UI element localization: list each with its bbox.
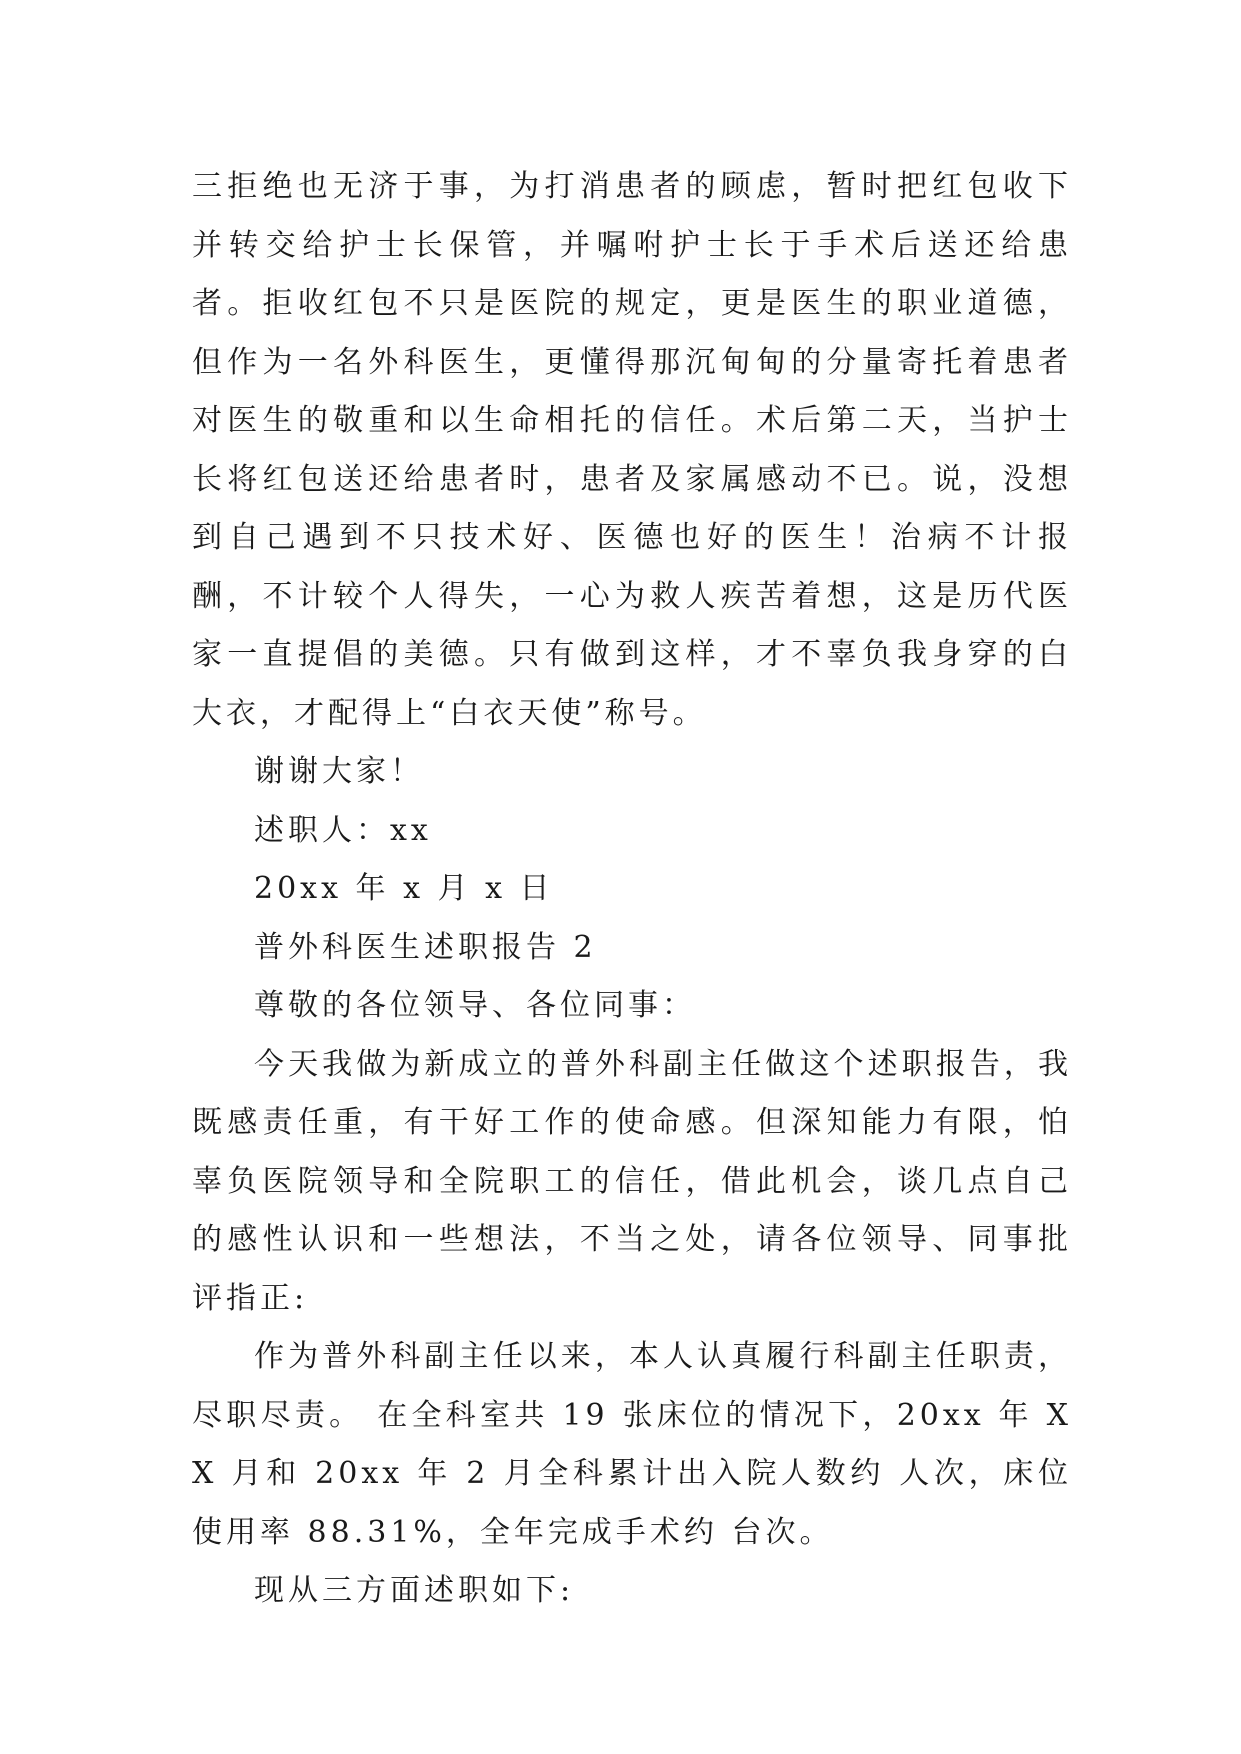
paragraph-introduction: 今天我做为新成立的普外科副主任做这个述职报告，我既感责任重，有干好工作的使命感。但深知能力有限，怕辜负医院领导和全院职工的信任，借此机会，谈几点自己的感性认识和一些想法，不当之处，请各位领导、同事批评指正: — [192, 1046, 1072, 1316]
paragraph-red-envelope: 三拒绝也无济于事，为打消患者的顾虑，暂时把红包收下并转交给护士长保管，并嘱咐护士长于手术后送还给患者。拒收红包不只是医院的规定，更是医生的职业道德，但作为一名外科医生，更懂得那沉甸甸的分量寄托着患者对医生的敬重和以生命相托的信任。术后第二天，当护士长将红包送还给患者时，患者及家属感动不已。说，没想到自己遇到不只技术好、医德也好的医生！治病不计报酬，不计较个人得失，一心为救人疾苦着想，这是历代医家一直提倡的美德。只有做到这样，才不辜负我身穿的白大衣，才配得上“白衣天使”称号。 — [192, 169, 1072, 731]
paragraph-salutation: 尊敬的各位领导、各位同事： — [254, 988, 696, 1023]
paragraph-date: 20xx 年 x 月 x 日 — [254, 871, 554, 906]
paragraph-thanks: 谢谢大家！ — [254, 754, 424, 789]
paragraph-reporter: 述职人：xx — [254, 812, 432, 848]
document-body — [192, 158, 1072, 1621]
paragraph-three-aspects: 现从三方面述职如下: — [254, 1573, 575, 1608]
section-title: 普外科医生述职报告 2 — [254, 929, 597, 965]
paragraph-work-summary: 作为普外科副主任以来，本人认真履行科副主任职责，尽职尽责。 在全科室共 19 张床位的情况下，20xx 年 XX 月和 20xx 年 2 月全科累计出入院人数约 人次，床位使用率 88.31%，全年完成手术约 台次。 — [192, 1339, 1072, 1550]
